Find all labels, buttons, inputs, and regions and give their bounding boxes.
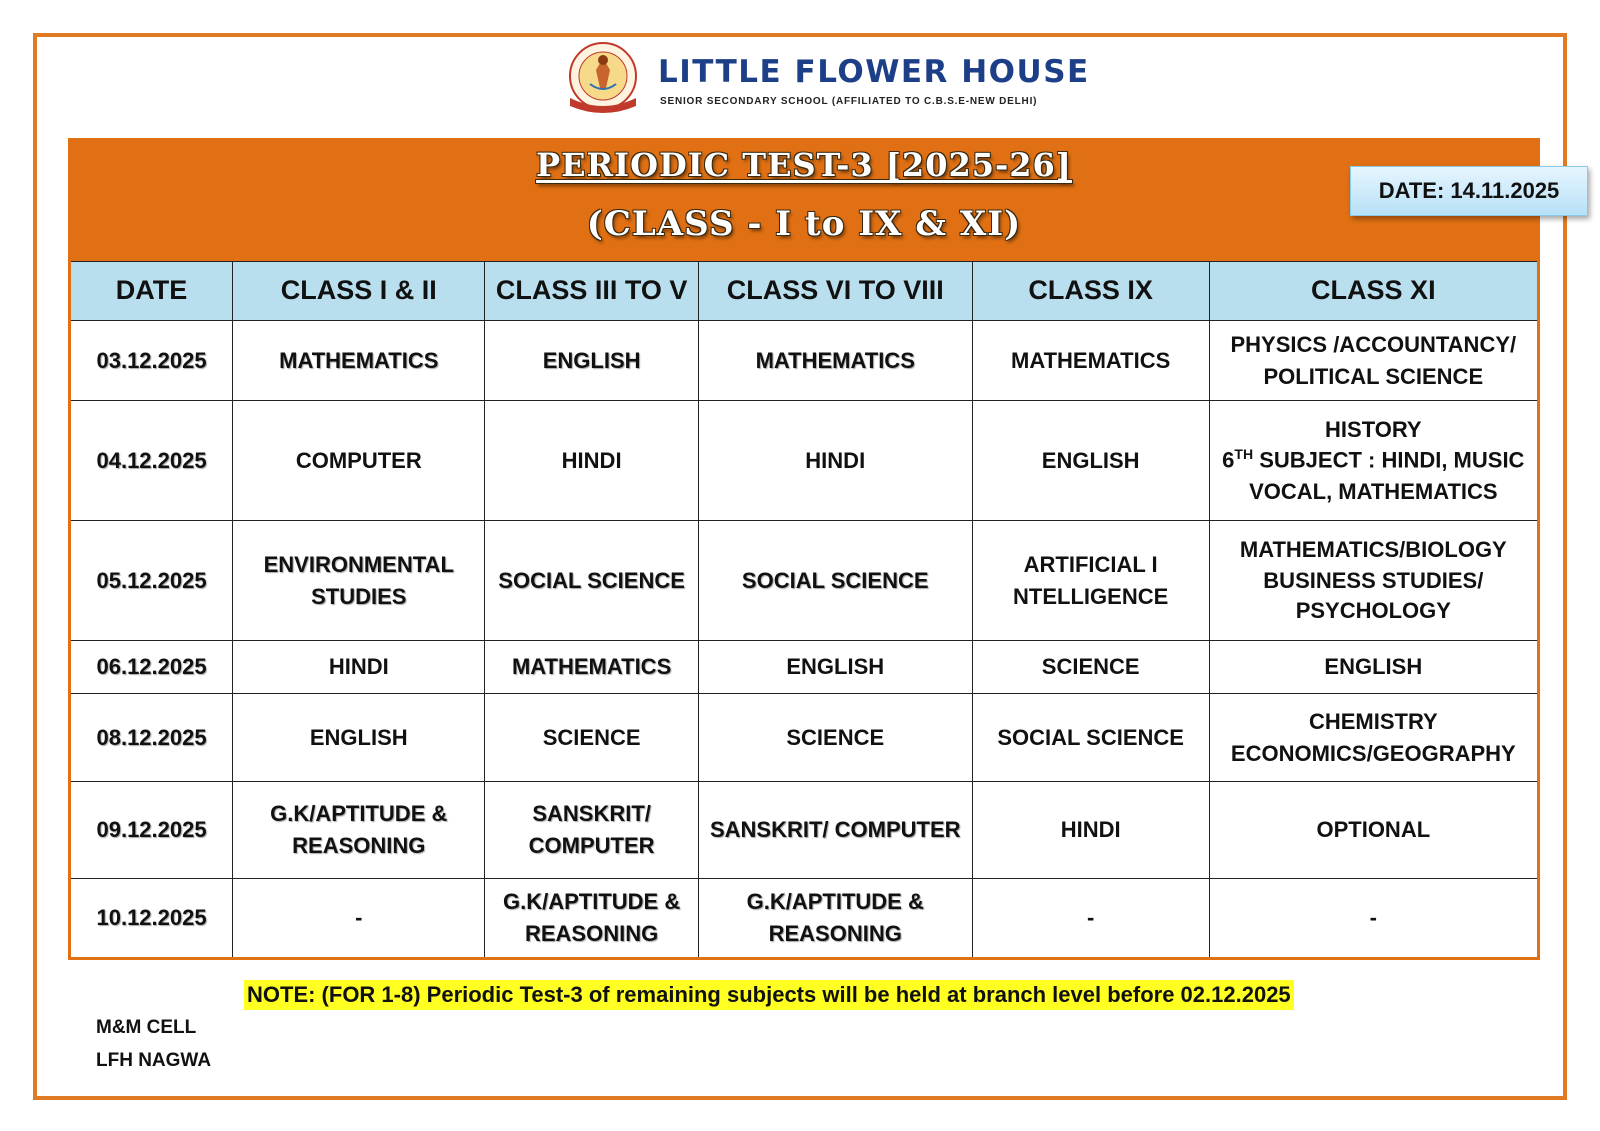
table-row — [70, 521, 1539, 641]
date-cell: 05.12.2025 — [70, 521, 233, 641]
subject-cell — [1209, 401, 1538, 521]
subject-cell: G.K/APTITUDE & REASONING — [485, 879, 698, 959]
date-cell: 08.12.2025 — [70, 694, 233, 782]
date-cell: 04.12.2025 — [70, 401, 233, 521]
subject-line — [1214, 445, 1533, 507]
table-header-row — [70, 262, 1539, 321]
subject-cell: - — [1209, 879, 1538, 959]
subject-line: HISTORY — [1325, 416, 1422, 442]
subject-cell: - — [233, 879, 485, 959]
subject-cell: SOCIAL SCIENCE — [698, 521, 972, 641]
subject-cell: MATHEMATICS — [485, 641, 698, 694]
subject-line: MATHEMATICS/BIOLOGY — [1239, 536, 1507, 562]
header-date: DATE — [70, 262, 233, 321]
date-cell: 09.12.2025 — [70, 782, 233, 879]
exam-schedule-table — [68, 261, 1540, 960]
footer-cell-name: M&M CELL — [96, 1017, 197, 1038]
school-header — [560, 40, 1090, 130]
subject-cell: ENVIRONMENTAL STUDIES — [233, 521, 485, 641]
date-cell: 06.12.2025 — [70, 641, 233, 694]
subject-line: CHEMISTRY — [1308, 708, 1438, 734]
exam-title: PERIODIC TEST-3 [2025-26] — [536, 146, 1072, 184]
sixth-subject-suffix: TH — [1234, 446, 1254, 463]
table-row — [70, 641, 1539, 694]
header-class-3-5: CLASS III TO V — [485, 262, 698, 321]
subject-cell: HINDI — [485, 401, 698, 521]
subject-cell: SANSKRIT/ COMPUTER — [698, 782, 972, 879]
subject-line: BUSINESS STUDIES/ PSYCHOLOGY — [1263, 567, 1484, 624]
subject-cell: SCIENCE — [485, 694, 698, 782]
header-class-11: CLASS XI — [1209, 262, 1538, 321]
table-row — [70, 694, 1539, 782]
table-row — [70, 321, 1539, 401]
subject-line: ECONOMICS/GEOGRAPHY — [1230, 740, 1516, 766]
date-cell: 10.12.2025 — [70, 879, 233, 959]
subject-cell: HINDI — [972, 782, 1209, 879]
header-class-9: CLASS IX — [972, 262, 1209, 321]
subject-cell: MATHEMATICS — [233, 321, 485, 401]
subject-cell: MATHEMATICS — [972, 321, 1209, 401]
footer-signature — [96, 1011, 211, 1077]
issue-date-badge: DATE: 14.11.2025 — [1350, 166, 1588, 216]
subject-cell: SCIENCE — [698, 694, 972, 782]
exam-classes: (CLASS - I to IX & XI) — [586, 204, 1022, 244]
subject-cell: - — [972, 879, 1209, 959]
table-row — [70, 879, 1539, 959]
subject-cell: PHYSICS /ACCOUNTANCY/ POLITICAL SCIENCE — [1209, 321, 1538, 401]
school-name: LITTLE FLOWER HOUSE — [658, 54, 1090, 90]
subject-cell: ENGLISH — [1209, 641, 1538, 694]
subject-cell: SOCIAL SCIENCE — [485, 521, 698, 641]
subject-cell: ENGLISH — [972, 401, 1209, 521]
sixth-subject-number: 6 — [1222, 447, 1235, 473]
subject-cell: OPTIONAL — [1209, 782, 1538, 879]
subject-cell — [1209, 694, 1538, 782]
subject-cell: ARTIFICIAL I NTELLIGENCE — [972, 521, 1209, 641]
subject-cell: MATHEMATICS — [698, 321, 972, 401]
subject-cell — [1209, 521, 1538, 641]
header-class-6-8: CLASS VI TO VIII — [698, 262, 972, 321]
subject-cell: ENGLISH — [233, 694, 485, 782]
header-class-1-2: CLASS I & II — [233, 262, 485, 321]
school-logo — [560, 40, 646, 124]
subject-cell: SOCIAL SCIENCE — [972, 694, 1209, 782]
subject-cell: SCIENCE — [972, 641, 1209, 694]
subject-cell: ENGLISH — [698, 641, 972, 694]
subject-cell: ENGLISH — [485, 321, 698, 401]
title-banner — [68, 138, 1560, 262]
sixth-subject-text: SUBJECT : HINDI, MUSIC VOCAL, MATHEMATICS — [1249, 447, 1525, 504]
table-row — [70, 401, 1539, 521]
table-row — [70, 782, 1539, 879]
footer-branch-name: LFH NAGWA — [96, 1050, 212, 1071]
subject-cell: HINDI — [698, 401, 972, 521]
subject-cell: G.K/APTITUDE & REASONING — [698, 879, 972, 959]
highlighted-note: NOTE: (FOR 1-8) Periodic Test-3 of remaining subjects will be held at branch level before 02.12.2025 — [244, 980, 1294, 1010]
subject-cell: G.K/APTITUDE & REASONING — [233, 782, 485, 879]
subject-cell: COMPUTER — [233, 401, 485, 521]
subject-cell: SANSKRIT/ COMPUTER — [485, 782, 698, 879]
date-cell: 03.12.2025 — [70, 321, 233, 401]
school-affiliation: SENIOR SECONDARY SCHOOL (AFFILIATED TO C.B.S.E-NEW DELHI) — [660, 96, 1038, 107]
subject-cell: HINDI — [233, 641, 485, 694]
